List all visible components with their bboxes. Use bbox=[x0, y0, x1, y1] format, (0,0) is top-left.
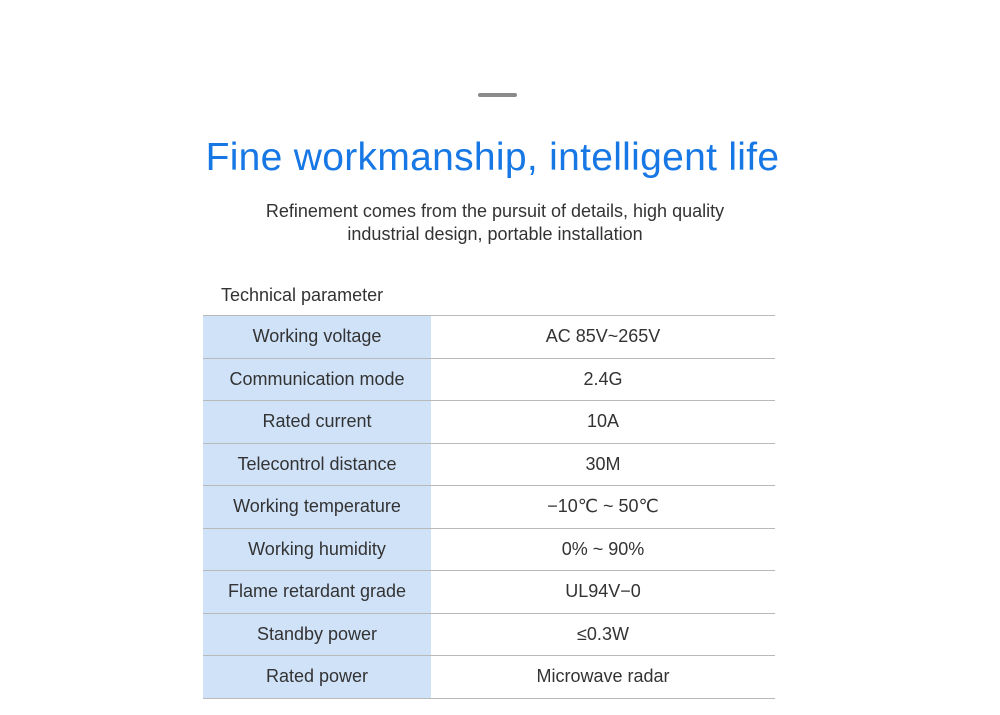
table-row bbox=[203, 316, 775, 359]
parameter-name: Working voltage bbox=[203, 316, 431, 358]
parameter-name: Communication mode bbox=[203, 359, 431, 401]
parameter-value: 10A bbox=[586, 411, 620, 432]
page-headline: Fine workmanship, intelligent life bbox=[205, 136, 780, 179]
subtitle-line-2: industrial design, portable installation bbox=[347, 224, 643, 244]
table-row bbox=[203, 614, 775, 657]
table-row bbox=[203, 571, 775, 614]
table-row bbox=[203, 656, 775, 699]
parameter-value: AC 85V~265V bbox=[545, 326, 661, 347]
parameter-value: −10℃ ~ 50℃ bbox=[547, 496, 659, 517]
top-divider-bar bbox=[478, 93, 517, 97]
parameter-name: Telecontrol distance bbox=[203, 444, 431, 486]
parameter-value: 0% ~ 90% bbox=[561, 538, 645, 559]
table-row bbox=[203, 359, 775, 402]
table-caption: Technical parameter bbox=[221, 285, 384, 305]
subtitle-line-1: Refinement comes from the pursuit of details, high quality bbox=[265, 201, 725, 221]
parameter-value: UL94V−0 bbox=[565, 581, 641, 602]
parameter-name: Standby power bbox=[203, 614, 431, 656]
parameter-value: Microwave radar bbox=[536, 666, 670, 687]
parameter-name: Rated current bbox=[203, 401, 431, 443]
page-subtitle bbox=[0, 200, 990, 246]
parameter-name: Flame retardant grade bbox=[203, 571, 431, 613]
parameter-value: ≤0.3W bbox=[577, 623, 629, 644]
table-row bbox=[203, 529, 775, 572]
table-row bbox=[203, 486, 775, 529]
parameter-value: 30M bbox=[585, 453, 621, 474]
table-row bbox=[203, 444, 775, 487]
technical-parameter-table bbox=[203, 315, 775, 699]
parameter-name: Rated power bbox=[203, 656, 431, 698]
parameter-name: Working humidity bbox=[203, 529, 431, 571]
table-row bbox=[203, 401, 775, 444]
parameter-value: 2.4G bbox=[583, 368, 623, 389]
parameter-name: Working temperature bbox=[203, 486, 431, 528]
